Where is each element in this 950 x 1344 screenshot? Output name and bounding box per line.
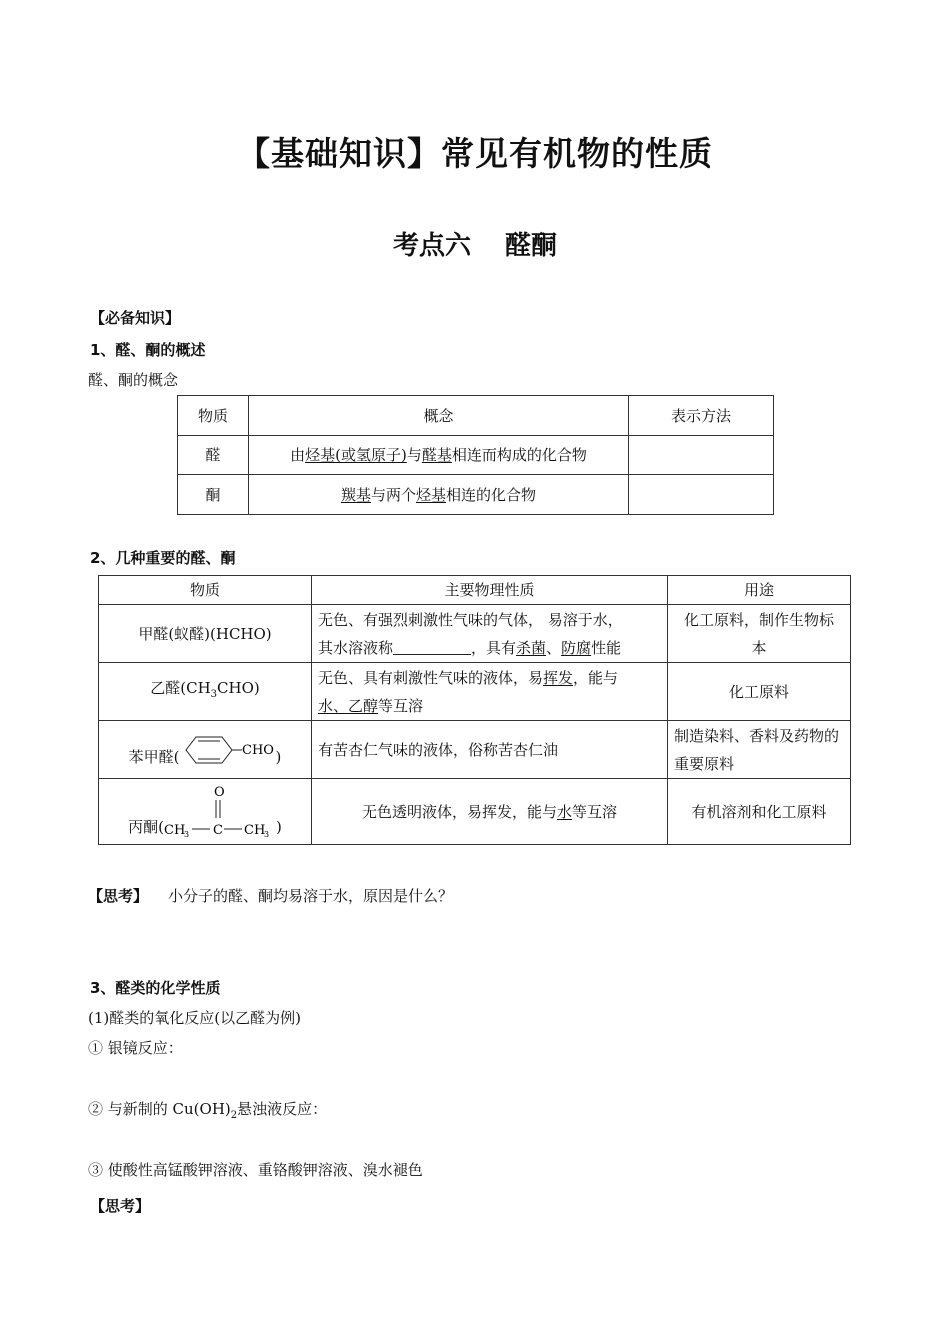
section-1-intro: 醛、酮的概念 (88, 371, 179, 389)
section-title: 考点六 醛酮 (392, 231, 558, 261)
concept-table (177, 395, 774, 515)
section-3-line-4: ③ 使酸性高锰酸钾溶液、重铬酸钾溶液、溴水褪色 (88, 1161, 423, 1179)
section-3-line-2: ① 银镜反应： (88, 1039, 183, 1057)
section-1-heading: 1、醛、酮的概述 (90, 341, 206, 359)
think-question: 【思考】 小分子的醛、酮均易溶于水，原因是什么？ (88, 887, 454, 905)
table-header-cell: 物质 (178, 396, 249, 436)
table-cell-name: 醛 (178, 436, 249, 475)
aldehyde-ketone-table (98, 575, 851, 845)
table-row (99, 605, 851, 663)
table-cell-properties: 无色、具有刺激性气味的液体，易挥发，能与 水、乙醇等互溶 (312, 663, 668, 721)
table-row (178, 475, 774, 515)
svg-text:O: O (214, 784, 225, 800)
table-cell-concept: 羰基与两个烃基相连的化合物 (249, 475, 629, 515)
acetone-structure (164, 782, 276, 842)
table-header-cell: 表示方法 (629, 396, 774, 436)
table-cell-name: 甲醛(蚁醛)(HCHO) (99, 605, 312, 663)
table-cell-properties: 无色透明液体，易挥发，能与水等互溶 (312, 779, 668, 845)
svg-text:CH: CH (244, 822, 266, 838)
section-3-line-3: ② 与新制的 $Cu(OH)_2$悬浊液反应： (88, 1100, 328, 1121)
svg-text:C: C (213, 822, 223, 838)
table-cell-method (629, 436, 774, 475)
svg-text:CH: CH (164, 822, 186, 838)
table-row (99, 663, 851, 721)
table-cell-name: 酮 (178, 475, 249, 515)
table-cell-name: 苯甲醛( CHO ) (99, 721, 312, 779)
table-cell-properties: 无色、有强烈刺激性气味的气体， 易溶于水， 其水溶液称 ，具有杀菌、防腐性能 (312, 605, 668, 663)
benzaldehyde-structure (180, 730, 276, 770)
table-row (99, 721, 851, 779)
table-cell-use: 制造染料、香料及药物的重要原料 (668, 721, 851, 779)
table-cell-use: 有机溶剂和化工原料 (668, 779, 851, 845)
page-title: 【基础知识】常见有机物的性质 (237, 134, 713, 173)
table-cell-use: 化工原料，制作生物标本 (668, 605, 851, 663)
table-cell-method (629, 475, 774, 515)
table-cell-properties: 有苦杏仁气味的液体，俗称苦杏仁油 (312, 721, 668, 779)
table-header-cell: 概念 (249, 396, 629, 436)
section-3-heading: 3、醛类的化学性质 (90, 979, 221, 997)
table-row (99, 779, 851, 845)
svg-text:3: 3 (184, 829, 190, 839)
table-header-cell: 物质 (99, 576, 312, 605)
table-cell-use: 化工原料 (668, 663, 851, 721)
required-knowledge-heading: 【必备知识】 (90, 309, 181, 327)
section-3-line-1: (1)醛类的氧化反应(以乙醛为例) (88, 1009, 301, 1027)
svg-text:3: 3 (264, 829, 270, 839)
table-cell-concept: 由烃基(或氢原子)与醛基相连而构成的化合物 (249, 436, 629, 475)
fill-in-blank (393, 638, 471, 655)
table-header-cell: 用途 (668, 576, 851, 605)
think-heading: 【思考】 (90, 1197, 151, 1215)
table-header-row (99, 576, 851, 605)
table-header-row (178, 396, 774, 436)
svg-text:CHO: CHO (241, 742, 274, 758)
table-header-cell: 主要物理性质 (312, 576, 668, 605)
table-row (178, 436, 774, 475)
table-cell-name: 乙醛$(CH_3CHO)$ (99, 663, 312, 721)
table-cell-name: 丙酮( O CH 3 C CH 3 ) (99, 779, 312, 845)
section-2-heading: 2、几种重要的醛、酮 (90, 549, 236, 567)
